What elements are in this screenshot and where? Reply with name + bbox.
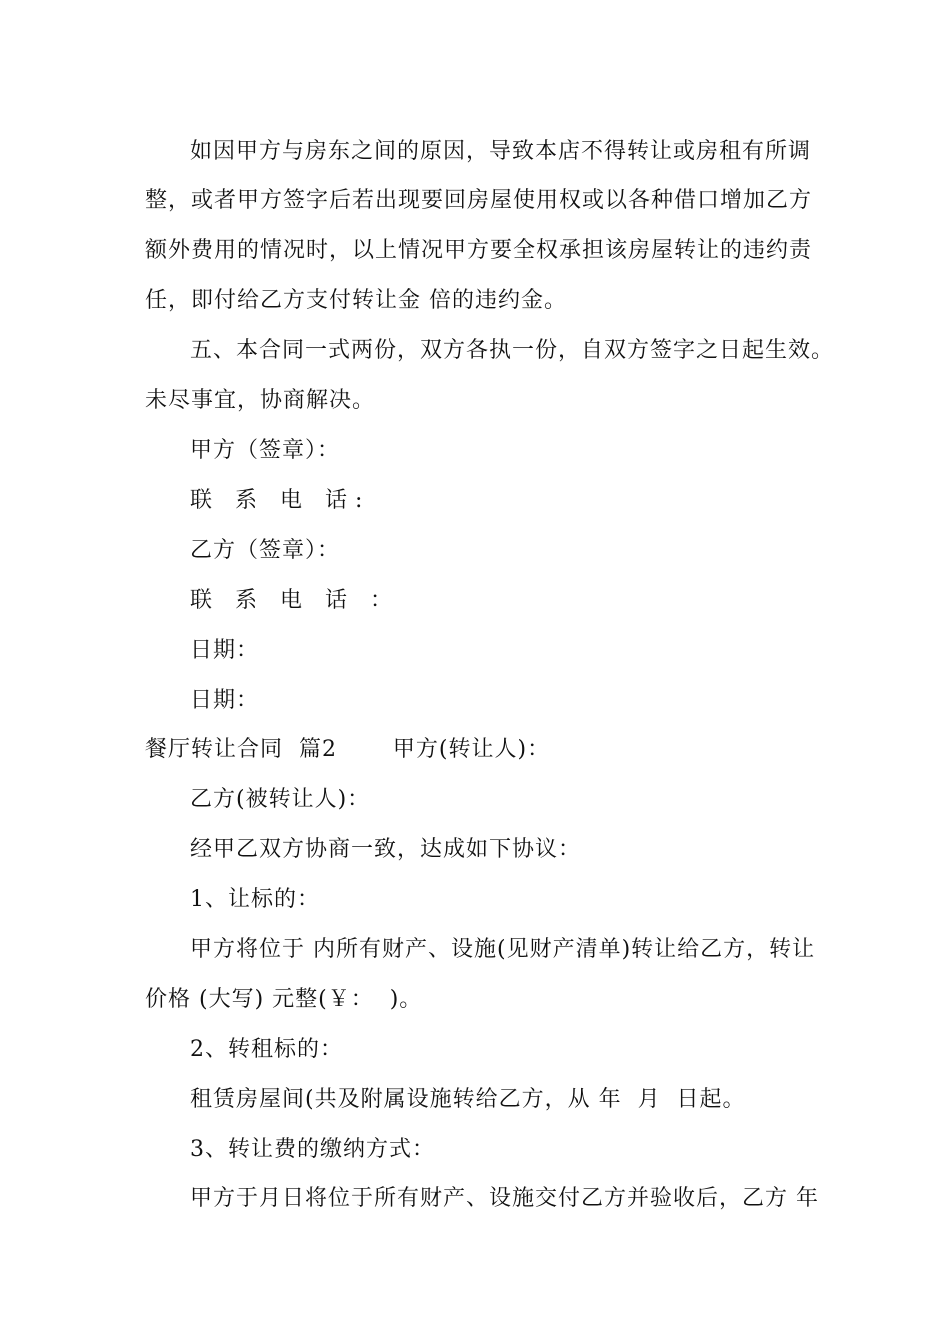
section-one-heading: 1、让标的：: [190, 887, 320, 912]
clause-five-line: 五、本合同一式两份，双方各执一份，自双方签字之日起生效。: [190, 338, 835, 363]
paragraph-line: 租赁房屋间(共及附属设施转给乙方，从 年 月 日起。: [190, 1087, 746, 1112]
agreement-intro: 经甲乙双方协商一致，达成如下协议：: [190, 837, 582, 862]
party-b-label: 乙方(被转让人)：: [190, 787, 371, 812]
party-b-signature-label: 乙方（签章）：: [190, 538, 341, 563]
paragraph-line: 任，即付给乙方支付转让金 倍的违约金。: [145, 288, 567, 313]
paragraph-line: 未尽事宜，协商解决。: [145, 388, 376, 413]
date-label: 日期：: [190, 638, 260, 663]
party-b-phone-label: 联 系 电 话 ：: [190, 588, 400, 613]
paragraph-line: 甲方将位于 内所有财产、设施(见财产清单)转让给乙方，转让: [190, 937, 816, 962]
contract-two-heading: 餐厅转让合同 篇2 甲方(转让人)：: [145, 737, 551, 762]
paragraph-line: 甲方于月日将位于所有财产、设施交付乙方并验收后，乙方 年: [190, 1186, 819, 1211]
party-a-phone-label: 联 系 电 话:: [190, 488, 371, 513]
section-three-heading: 3、转让费的缴纳方式：: [190, 1137, 435, 1162]
section-two-heading: 2、转租标的：: [190, 1037, 343, 1062]
paragraph-line: 整，或者甲方签字后若出现要回房屋使用权或以各种借口增加乙方: [145, 188, 813, 213]
paragraph-line: 如因甲方与房东之间的原因，导致本店不得转让或房租有所调: [190, 139, 812, 164]
paragraph-line: 额外费用的情况时，以上情况甲方要全权承担该房屋转让的违约责: [145, 238, 813, 263]
date-label: 日期：: [190, 688, 260, 713]
party-a-signature-label: 甲方（签章）：: [190, 438, 341, 463]
paragraph-line: 价格 (大写) 元整(￥： )。: [145, 987, 423, 1012]
